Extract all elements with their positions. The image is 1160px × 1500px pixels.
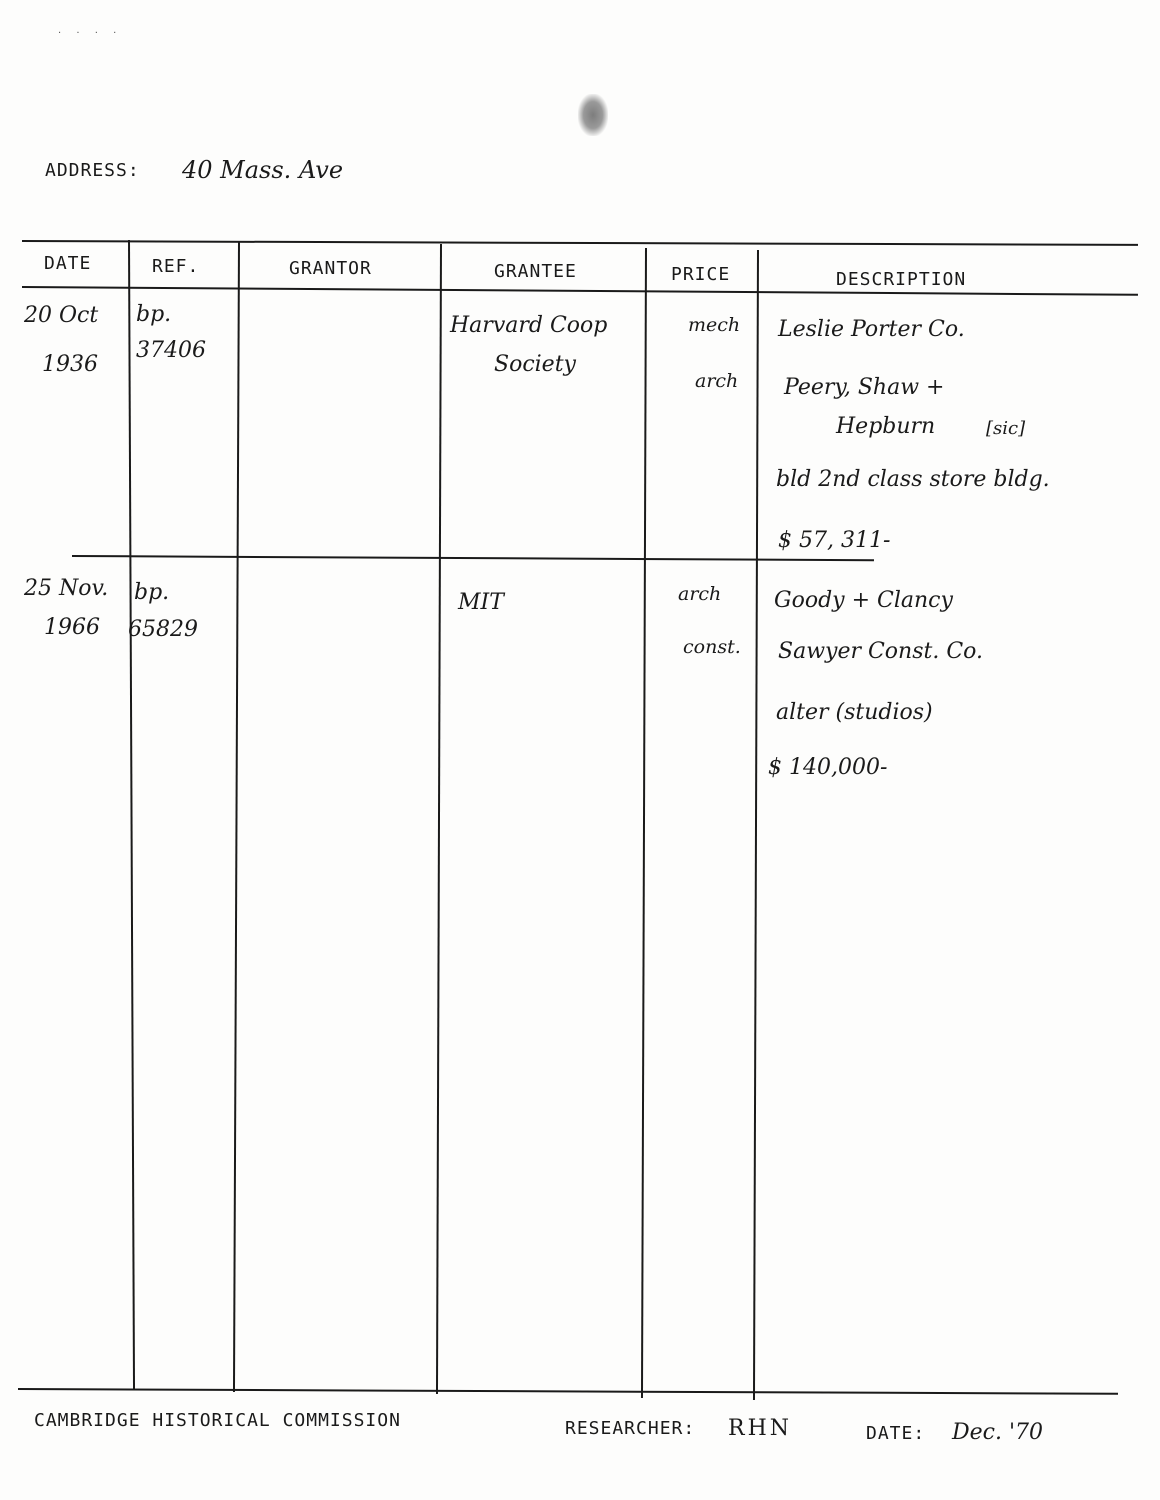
col-divider-ref-grantor — [233, 242, 240, 1392]
entry-2-price-line1: arch — [678, 583, 722, 605]
entry-2-desc-line3: alter (studios) — [776, 700, 933, 725]
entry-1-ref-line2: 37406 — [136, 338, 206, 363]
entry-1-desc-line5: $ 57, 311- — [778, 528, 891, 553]
entry-2-desc-line4: $ 140,000- — [768, 755, 888, 780]
scan-specks: · · · · — [58, 28, 123, 39]
scan-smudge — [578, 94, 608, 136]
entry-1-desc-line4: bld 2nd class store bldg. — [776, 467, 1050, 492]
entry-2-price-line2: const. — [683, 636, 741, 658]
entry-divider — [72, 555, 874, 561]
entry-2-desc-line1: Goody + Clancy — [774, 588, 953, 613]
col-divider-date-ref — [128, 240, 135, 1390]
table-top-rule — [22, 240, 1138, 246]
entry-1-desc-line3: Hepburn — [836, 414, 936, 439]
address-value: 40 Mass. Ave — [182, 156, 344, 184]
footer-researcher-value: RHN — [728, 1416, 792, 1441]
footer-date-value: Dec. '70 — [952, 1420, 1044, 1445]
entry-1-date-line1: 20 Oct — [24, 303, 99, 328]
entry-2-date-line2: 1966 — [44, 615, 100, 640]
entry-2-grantee-line1: MIT — [458, 590, 504, 615]
column-header-date: DATE — [44, 253, 92, 274]
entry-1-desc-note: [sic] — [986, 418, 1026, 439]
footer-org: CAMBRIDGE HISTORICAL COMMISSION — [34, 1410, 401, 1431]
entry-2-desc-line2: Sawyer Const. Co. — [778, 639, 984, 664]
entry-2-ref-line1: bp. — [134, 580, 170, 605]
entry-1-date-line2: 1936 — [42, 352, 98, 377]
entry-1-ref-line1: bp. — [136, 302, 172, 327]
entry-1-grantee-line1: Harvard Coop — [450, 313, 608, 338]
entry-1-price-line2: arch — [695, 370, 739, 392]
entry-1-grantee-line2: Society — [494, 352, 576, 377]
column-header-grantee: GRANTEE — [494, 261, 577, 282]
entry-1-desc-line1: Leslie Porter Co. — [778, 317, 965, 342]
entry-1-price-line1: mech — [688, 314, 741, 336]
address-label: ADDRESS: — [45, 160, 140, 181]
entry-2-date-line1: 25 Nov. — [24, 576, 109, 601]
col-divider-grantor-grantee — [436, 244, 442, 1394]
entry-1-desc-line2: Peery, Shaw + — [784, 375, 945, 400]
entry-2-ref-line2: 65829 — [128, 617, 198, 642]
column-header-grantor: GRANTOR — [289, 258, 372, 279]
column-header-price: PRICE — [671, 264, 731, 285]
column-header-ref: REF. — [152, 256, 200, 277]
table-header-rule — [22, 286, 1138, 296]
col-divider-price-description — [753, 250, 759, 1400]
col-divider-grantee-price — [641, 248, 647, 1398]
footer-date-label: DATE: — [866, 1423, 926, 1444]
footer-researcher-label: RESEARCHER: — [565, 1418, 696, 1439]
column-header-description: DESCRIPTION — [836, 269, 967, 290]
table-bottom-rule — [18, 1388, 1118, 1395]
